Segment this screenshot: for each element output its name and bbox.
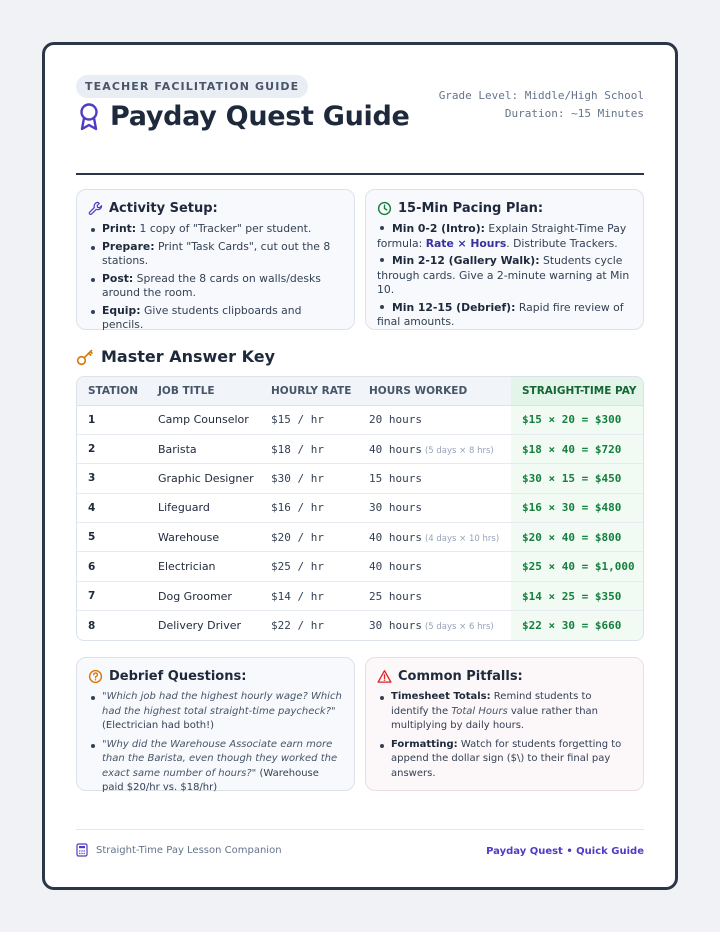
pay-cell-value: $15 × 20 = $300 xyxy=(522,413,622,427)
setup-list xyxy=(88,222,343,333)
job-title-cell xyxy=(147,581,260,610)
pay-cell-value: $16 × 30 = $480 xyxy=(522,501,622,515)
list-item xyxy=(377,738,632,782)
hours-worked-cell-value: 15 hours xyxy=(369,471,422,485)
pay-cell xyxy=(511,611,643,640)
item-text: value rather than multiplying by daily hours. xyxy=(391,705,598,732)
table-row xyxy=(77,552,643,581)
hourly-rate-cell xyxy=(260,434,358,463)
job-title-cell xyxy=(147,552,260,581)
pay-cell xyxy=(511,405,643,434)
station-cell xyxy=(77,552,147,581)
list-item xyxy=(88,738,343,796)
station-cell-value: 2 xyxy=(88,443,96,456)
list-item xyxy=(88,690,343,734)
hourly-rate-cell xyxy=(260,581,358,610)
item-label: Equip: xyxy=(102,303,141,317)
station-cell xyxy=(77,611,147,640)
station-cell xyxy=(77,434,147,463)
eyebrow-badge: TEACHER FACILITATION GUIDE xyxy=(76,75,308,98)
pay-cell-value: $25 × 40 = $1,000 xyxy=(522,560,635,574)
hourly-rate-cell-value: $18 / hr xyxy=(271,442,324,456)
job-title-cell-value: Camp Counselor xyxy=(158,413,249,427)
station-cell xyxy=(77,581,147,610)
page-header xyxy=(76,75,644,175)
job-title-cell xyxy=(147,434,260,463)
table-row xyxy=(77,405,643,434)
job-title-cell-value: Delivery Driver xyxy=(158,619,242,633)
grade-level: Grade Level: Middle/High School xyxy=(438,89,644,102)
pitfalls-list xyxy=(377,690,632,781)
item-text: Spread the 8 cards on walls/desks around the room. xyxy=(102,271,321,299)
station-cell-value: 1 xyxy=(88,413,96,426)
job-title-cell-value: Dog Groomer xyxy=(158,589,232,603)
item-label: Formatting: xyxy=(391,738,458,750)
answer-key-title: Master Answer Key xyxy=(101,347,275,366)
job-title-cell xyxy=(147,611,260,640)
hourly-rate-cell-value: $30 / hr xyxy=(271,471,324,485)
question-text: "Which job had the highest hourly wage? Which had the highest total straight-time paycheck?" xyxy=(102,691,342,717)
pay-cell xyxy=(511,464,643,493)
award-ribbon-icon xyxy=(76,102,102,132)
list-item xyxy=(88,240,343,269)
activity-setup-title: Activity Setup: xyxy=(109,201,218,216)
item-text: Rapid fire review of final amounts. xyxy=(377,300,624,328)
item-label: Prepare: xyxy=(102,239,155,253)
item-text: Explain Straight-Time Pay formula: xyxy=(377,222,627,250)
hourly-rate-cell xyxy=(260,552,358,581)
station-cell-value: 8 xyxy=(88,619,96,632)
column-header: STRAIGHT-TIME PAY xyxy=(511,377,643,405)
item-emphasis: Total Hours xyxy=(451,705,508,717)
job-title-cell-value: Graphic Designer xyxy=(158,471,254,485)
hourly-rate-cell xyxy=(260,464,358,493)
hours-worked-cell-value: 30 hours xyxy=(369,619,422,633)
activity-setup-card xyxy=(76,189,355,330)
list-item xyxy=(377,222,632,251)
debrief-card xyxy=(76,657,355,794)
hourly-rate-cell-value: $22 / hr xyxy=(271,619,324,633)
clock-icon xyxy=(377,201,392,216)
hours-worked-cell xyxy=(358,405,511,434)
station-cell-value: 4 xyxy=(88,501,96,514)
answer-key-heading xyxy=(76,347,644,366)
item-text: . Distribute Trackers. xyxy=(506,236,618,250)
pay-cell xyxy=(511,434,643,463)
station-cell xyxy=(77,523,147,552)
list-item xyxy=(88,222,343,237)
station-cell xyxy=(77,405,147,434)
pacing-plan-card xyxy=(365,189,644,330)
debrief-title: Debrief Questions: xyxy=(109,669,247,685)
pay-cell xyxy=(511,552,643,581)
setup-row xyxy=(76,189,644,330)
warning-triangle-icon xyxy=(377,669,392,684)
hours-worked-cell xyxy=(358,552,511,581)
table-row xyxy=(77,581,643,610)
activity-setup-heading xyxy=(88,201,343,216)
job-title-cell-value: Barista xyxy=(158,442,197,456)
footer-brand: Payday Quest • Quick Guide xyxy=(486,846,644,857)
job-title-cell-value: Lifeguard xyxy=(158,501,210,515)
item-label: Timesheet Totals: xyxy=(391,691,491,703)
station-cell-value: 5 xyxy=(88,531,96,544)
guide-page xyxy=(42,42,678,890)
formula-highlight: Rate × Hours xyxy=(425,236,507,250)
pay-cell-value: $20 × 40 = $800 xyxy=(522,530,622,544)
wrench-icon xyxy=(88,201,103,216)
hourly-rate-cell xyxy=(260,611,358,640)
answer-key-table xyxy=(76,376,644,641)
table-header-row xyxy=(77,377,643,405)
station-cell-value: 6 xyxy=(88,560,96,573)
job-title-cell xyxy=(147,464,260,493)
question-text: "Why did the Warehouse Associate earn more than the Barista, even though they worked the exact same number of hours?" xyxy=(102,738,338,779)
job-title-cell xyxy=(147,523,260,552)
table-row xyxy=(77,434,643,463)
item-text: Give students clipboards and pencils. xyxy=(102,303,302,331)
hours-worked-cell-value: 40 hours xyxy=(369,530,422,544)
pacing-plan-title: 15-Min Pacing Plan: xyxy=(398,201,544,216)
calculator-icon xyxy=(76,843,88,857)
column-header: JOB TITLE xyxy=(147,377,260,405)
hours-worked-cell-value: 40 hours xyxy=(369,442,422,456)
table-row xyxy=(77,493,643,522)
pay-cell-value: $14 × 25 = $350 xyxy=(522,589,622,603)
job-title-cell-value: Warehouse xyxy=(158,530,220,544)
table-row xyxy=(77,523,643,552)
debrief-list xyxy=(88,690,343,796)
hourly-rate-cell xyxy=(260,523,358,552)
pay-cell-value: $18 × 40 = $720 xyxy=(522,442,622,456)
item-label: Min 0-2 (Intro): xyxy=(392,222,485,235)
pay-cell xyxy=(511,523,643,552)
hours-worked-cell-value: 30 hours xyxy=(369,501,422,515)
station-cell-value: 7 xyxy=(88,590,96,603)
page-title: Payday Quest Guide xyxy=(110,101,410,132)
job-title-cell xyxy=(147,493,260,522)
question-circle-icon xyxy=(88,669,103,684)
item-text: Print "Task Cards", cut out the 8 stations. xyxy=(102,239,331,267)
column-header: HOURLY RATE xyxy=(260,377,358,405)
bottom-row xyxy=(76,657,644,794)
item-label: Print: xyxy=(102,222,137,235)
item-label: Post: xyxy=(102,271,134,285)
job-title-cell-value: Electrician xyxy=(158,560,216,574)
item-label: Min 12-15 (Debrief): xyxy=(392,300,516,314)
column-header: HOURS WORKED xyxy=(358,377,511,405)
list-item xyxy=(377,254,632,298)
answer-text: (Warehouse paid $20/hr vs. $18/hr) xyxy=(102,767,319,794)
table-row xyxy=(77,464,643,493)
hourly-rate-cell-value: $20 / hr xyxy=(271,530,324,544)
hourly-rate-cell-value: $16 / hr xyxy=(271,501,324,515)
item-text: Remind students to identify the xyxy=(391,691,592,717)
footer-caption: Straight-Time Pay Lesson Companion xyxy=(96,844,282,856)
pitfalls-title: Common Pitfalls: xyxy=(398,669,523,685)
column-header: STATION xyxy=(77,377,147,405)
station-cell-value: 3 xyxy=(88,472,96,485)
list-item xyxy=(377,301,632,330)
key-icon xyxy=(76,348,94,366)
station-cell xyxy=(77,493,147,522)
hours-worked-cell xyxy=(358,523,511,552)
pacing-plan-heading xyxy=(377,201,632,216)
hours-worked-cell xyxy=(358,493,511,522)
hourly-rate-cell-value: $25 / hr xyxy=(271,560,324,574)
pacing-list xyxy=(377,222,632,330)
hours-note: (5 days × 8 hrs) xyxy=(424,445,494,456)
hours-worked-cell xyxy=(358,464,511,493)
hours-worked-cell-value: 20 hours xyxy=(369,413,422,427)
pay-cell-value: $22 × 30 = $660 xyxy=(522,619,622,633)
list-item xyxy=(88,304,343,333)
pay-cell xyxy=(511,581,643,610)
pay-cell xyxy=(511,493,643,522)
job-title-cell xyxy=(147,405,260,434)
page-footer xyxy=(76,829,644,857)
item-text: Students cycle through cards. Give a 2-minute warning at Min 10. xyxy=(377,254,630,296)
hours-worked-cell-value: 40 hours xyxy=(369,560,422,574)
debrief-heading xyxy=(88,669,343,684)
hours-worked-cell xyxy=(358,434,511,463)
answer-text: (Electrician had both!) xyxy=(102,720,215,732)
footer-left xyxy=(76,843,282,857)
list-item xyxy=(88,272,343,301)
hours-worked-cell xyxy=(358,581,511,610)
pitfalls-heading xyxy=(377,669,632,684)
hourly-rate-cell-value: $14 / hr xyxy=(271,589,324,603)
hours-worked-cell xyxy=(358,611,511,640)
hourly-rate-cell xyxy=(260,405,358,434)
hourly-rate-cell xyxy=(260,493,358,522)
hours-note: (4 days × 10 hrs) xyxy=(424,533,500,544)
pay-cell-value: $30 × 15 = $450 xyxy=(522,471,622,485)
lesson-meta xyxy=(439,87,644,123)
duration: Duration: ~15 Minutes xyxy=(504,107,644,120)
hours-worked-cell-value: 25 hours xyxy=(369,589,422,603)
table-row xyxy=(77,611,643,640)
list-item xyxy=(377,690,632,734)
hourly-rate-cell-value: $15 / hr xyxy=(271,413,324,427)
item-label: Min 2-12 (Gallery Walk): xyxy=(392,254,540,267)
item-text: Watch for students forgetting to append the dollar sign ($\) to their final pay answers. xyxy=(391,738,622,779)
hours-note: (5 days × 6 hrs) xyxy=(424,622,494,633)
title-row xyxy=(76,101,410,132)
pitfalls-card xyxy=(365,657,644,791)
item-text: 1 copy of "Tracker" per student. xyxy=(136,222,312,235)
station-cell xyxy=(77,464,147,493)
